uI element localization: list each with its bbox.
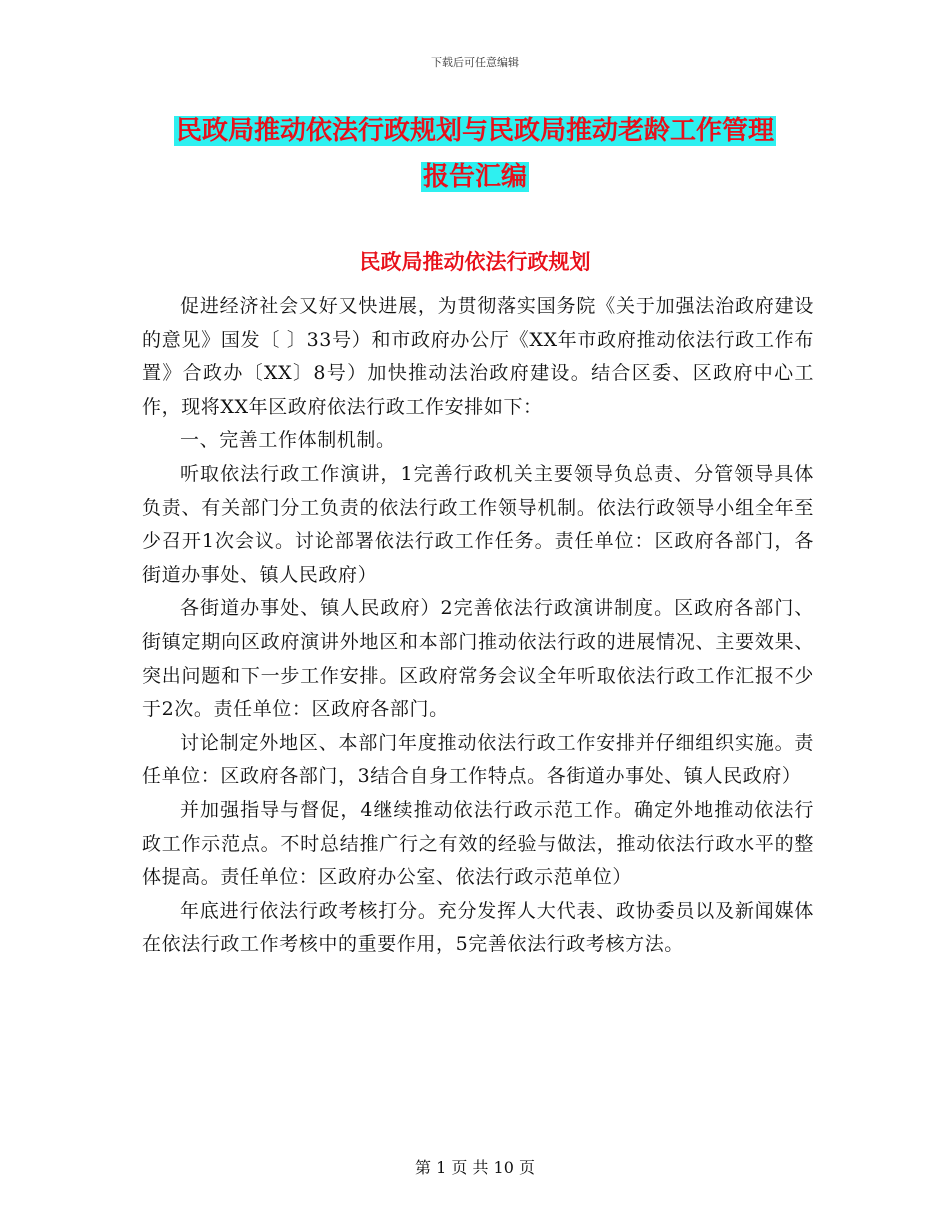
paragraph: 并加强指导与督促，4继续推动依法行政示范工作。确定外地推动依法行政工作示范点。不时总结推广行之有效的经验与做法，推动依法行政水平的整体提高。责任单位：区政府办公室、依法行政示范单位） xyxy=(142,798,814,889)
paragraph: 各街道办事处、镇人民政府）2完善依法行政演讲制度。区政府各部门、街镇定期向区政府演讲外地区和本部门推动依法行政的进展情况、主要效果、突出问题和下一步工作安排。区政府常务会议全年听取依法行政工作汇报不少于2次。责任单位：区政府各部门。 xyxy=(142,597,814,721)
paragraph: 讨论制定外地区、本部门年度推动依法行政工作安排并仔细组织实施。责任单位：区政府各部门，3结合自身工作特点。各街道办事处、镇人民政府） xyxy=(142,731,814,788)
page-header-note: 下载后可任意编辑 xyxy=(431,56,519,69)
document-title xyxy=(0,108,950,200)
paragraph: 年底进行依法行政考核打分。充分发挥人大代表、政协委员以及新闻媒体在依法行政工作考核中的重要作用，5完善依法行政考核方法。 xyxy=(142,899,814,956)
title-line-2: 报告汇编 xyxy=(422,162,527,192)
title-line-1: 民政局推动依法行政规划与民政局推动老龄工作管理 xyxy=(175,116,774,146)
paragraph-heading-1: 一、完善工作体制机制。 xyxy=(180,429,396,452)
section-title: 民政局推动依法行政规划 xyxy=(359,250,591,274)
page-footer: 第 1 页 共 10 页 xyxy=(415,1158,535,1177)
document-body xyxy=(142,290,814,962)
paragraph-intro: 促进经济社会又好又快进展，为贯彻落实国务院《关于加强法治政府建设的意见》国发〔 〕33号）和市政府办公厅《XX年市政府推动依法行政工作布置》合政办〔XX〕8号）加快推动法治政府建设。结合区委、区政府中心工作，现将XX年区政府依法行政工作安排如下： xyxy=(142,295,814,418)
paragraph: 听取依法行政工作演讲，1完善行政机关主要领导负总责、分管领导具体负责、有关部门分工负责的依法行政工作领导机制。依法行政领导小组全年至少召开1次会议。讨论部署依法行政工作任务。责任单位：区政府各部门，各街道办事处、镇人民政府） xyxy=(142,462,814,586)
